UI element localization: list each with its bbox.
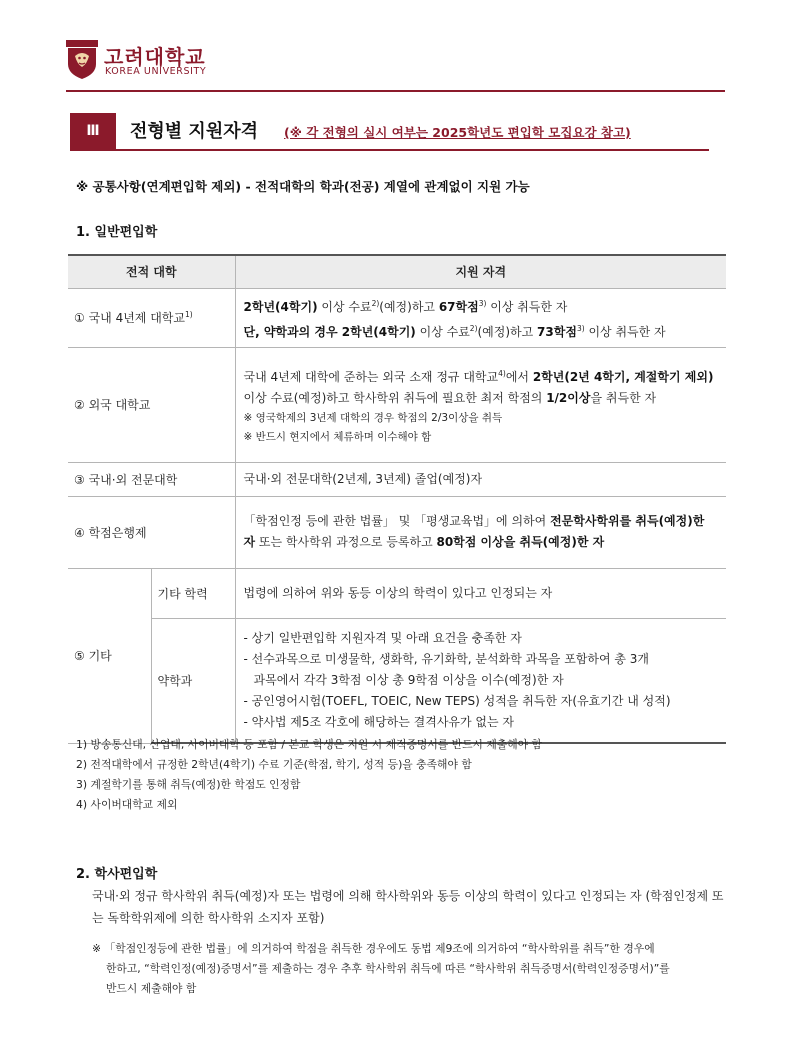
- row-content-credit-bank: 「학점인정 등에 관한 법률」 및 「평생교육법」에 의하여 전문학사학위를 취득(예정)한 자 또는 학사학위 과정으로 등록하고 80학점 이상을 취득(예정)한 자: [235, 496, 726, 568]
- list-item: - 공인영어시험(TOEFL, TOEIC, New TEPS) 성적을 취득한 자(유효기간 내 성적): [243, 693, 671, 708]
- university-logo: [66, 40, 226, 84]
- table-row: [68, 618, 726, 743]
- footnote: 4) 사이버대학교 제외: [76, 798, 178, 811]
- university-emblem-icon: [66, 40, 98, 80]
- table-header-row: [68, 255, 726, 288]
- section-title: 전형별 지원자격: [130, 121, 258, 142]
- table-row: [68, 568, 726, 618]
- sub-label-other-education: 기타 학력: [151, 568, 235, 618]
- logo-english-name: KOREA UNIVERSITY: [105, 66, 207, 77]
- list-item: 과목에서 각각 3학점 이상 총 9학점 이상을 이수(예정)한 자: [253, 672, 564, 687]
- row-content-other-education: 법령에 의하여 위와 동등 이상의 학력이 있다고 인정되는 자: [235, 568, 726, 618]
- common-note: ※ 공통사항(연계편입학 제외) - 전적대학의 학과(전공) 계열에 관계없이 지원 가능: [76, 179, 530, 194]
- general-transfer-heading: 1. 일반편입학: [76, 225, 158, 240]
- row-label-domestic-university: ① 국내 4년제 대학교$^{1)}$: [68, 288, 235, 347]
- table-row: [68, 288, 726, 347]
- list-item: - 상기 일반편입학 지원자격 및 아래 요건을 충족한 자: [243, 630, 522, 645]
- row-label-foreign-university: ② 외국 대학교: [68, 347, 235, 462]
- section-note: (※ 각 전형의 실시 여부는 2025학년도 편입학 모집요강 참고): [284, 125, 631, 140]
- bachelor-transfer-body: 국내·외 정규 학사학위 취득(예정)자 또는 법령에 의해 학사학위와 동등 이상의 학력이 있다고 인정되는 자 (학점인정제 또는 독학학위제에 의한 학사학위 소지자 포함): [92, 889, 724, 925]
- uk-credit-note: ※ 영국학제의 3년제 대학의 경우 학점의 2/3이상을 취득: [243, 411, 503, 424]
- footnote: 1) 방송통신대, 산업대, 사이버대학 등 포함 / 본교 학생은 지원 시 제적증명서를 반드시 제출해야 함: [76, 738, 542, 751]
- table-row: [68, 462, 726, 496]
- qualification-table: [68, 254, 726, 744]
- col-header-school: 전적 대학: [68, 255, 235, 288]
- residency-note: ※ 반드시 현지에서 체류하며 이수해야 함: [243, 430, 432, 443]
- footnote: 2) 전적대학에서 규정한 2학년(4학기) 수료 기준(학점, 학기, 성적 등)을 충족해야 함: [76, 758, 472, 771]
- col-header-qualification: 지원 자격: [235, 255, 726, 288]
- section-divider: [70, 149, 709, 151]
- list-item: - 선수과목으로 미생물학, 생화학, 유기화학, 분석화학 과목을 포함하여 총 3개: [243, 651, 650, 666]
- bachelor-transfer-note: ※ 「학점인정등에 관한 법률」에 의거하여 학점을 취득한 경우에도 동법 제9조에 의거하여 “학사학위를 취득”한 경우에 한하고, “학력인정(예정)증명서”를 제출하는 경우 추후 학사학위 취득에 따른 “학사학위 취득증명서(학력인정증명서)”를 반드시 제출해야 함: [92, 942, 670, 995]
- list-item: - 약사법 제5조 각호에 해당하는 결격사유가 없는 자: [243, 714, 515, 729]
- footnote: 3) 계절학기를 통해 취득(예정)한 학점도 인정함: [76, 778, 301, 791]
- sub-label-pharmacy: 약학과: [151, 618, 235, 743]
- row-content-junior-college: 국내·외 전문대학(2년제, 3년제) 졸업(예정)자: [235, 462, 726, 496]
- row-label-junior-college: ③ 국내·외 전문대학: [68, 462, 235, 496]
- row-content-foreign-university: 국내 4년제 대학에 준하는 외국 소재 정규 대학교$^{4)}$에서 2학년(2년 4학기, 계절학기 제외) 이상 수료(예정)하고 학사학위 취득에 필요한 최저 학점의 1/2이상을 취득한 자 ※ 영국학제의 3년제 대학의 경우 학점의 2/3이상을 취득 ※ 반드시 현지에서 체류하며 이수해야 함: [235, 347, 726, 462]
- row-label-credit-bank: ④ 학점은행제: [68, 496, 235, 568]
- row-content-domestic-university: 2학년(4학기) 이상 수료$^{2)}$(예정)하고 67학점$^{3)}$ 이상 취득한 자 단, 약학과의 경우 2학년(4학기) 이상 수료$^{2)}$(예정)하고 73학점$^{3)}$ 이상 취득한 자: [235, 288, 726, 347]
- table-row: [68, 347, 726, 462]
- row-content-pharmacy: [235, 618, 726, 743]
- section-number-badge: Ⅲ: [70, 113, 116, 149]
- logo-korean-name: 고려대학교: [104, 45, 206, 69]
- bachelor-transfer-heading: 2. 학사편입학: [76, 867, 158, 882]
- row-label-other: ⑤ 기타: [68, 568, 151, 743]
- header-divider: [66, 90, 725, 92]
- table-row: [68, 496, 726, 568]
